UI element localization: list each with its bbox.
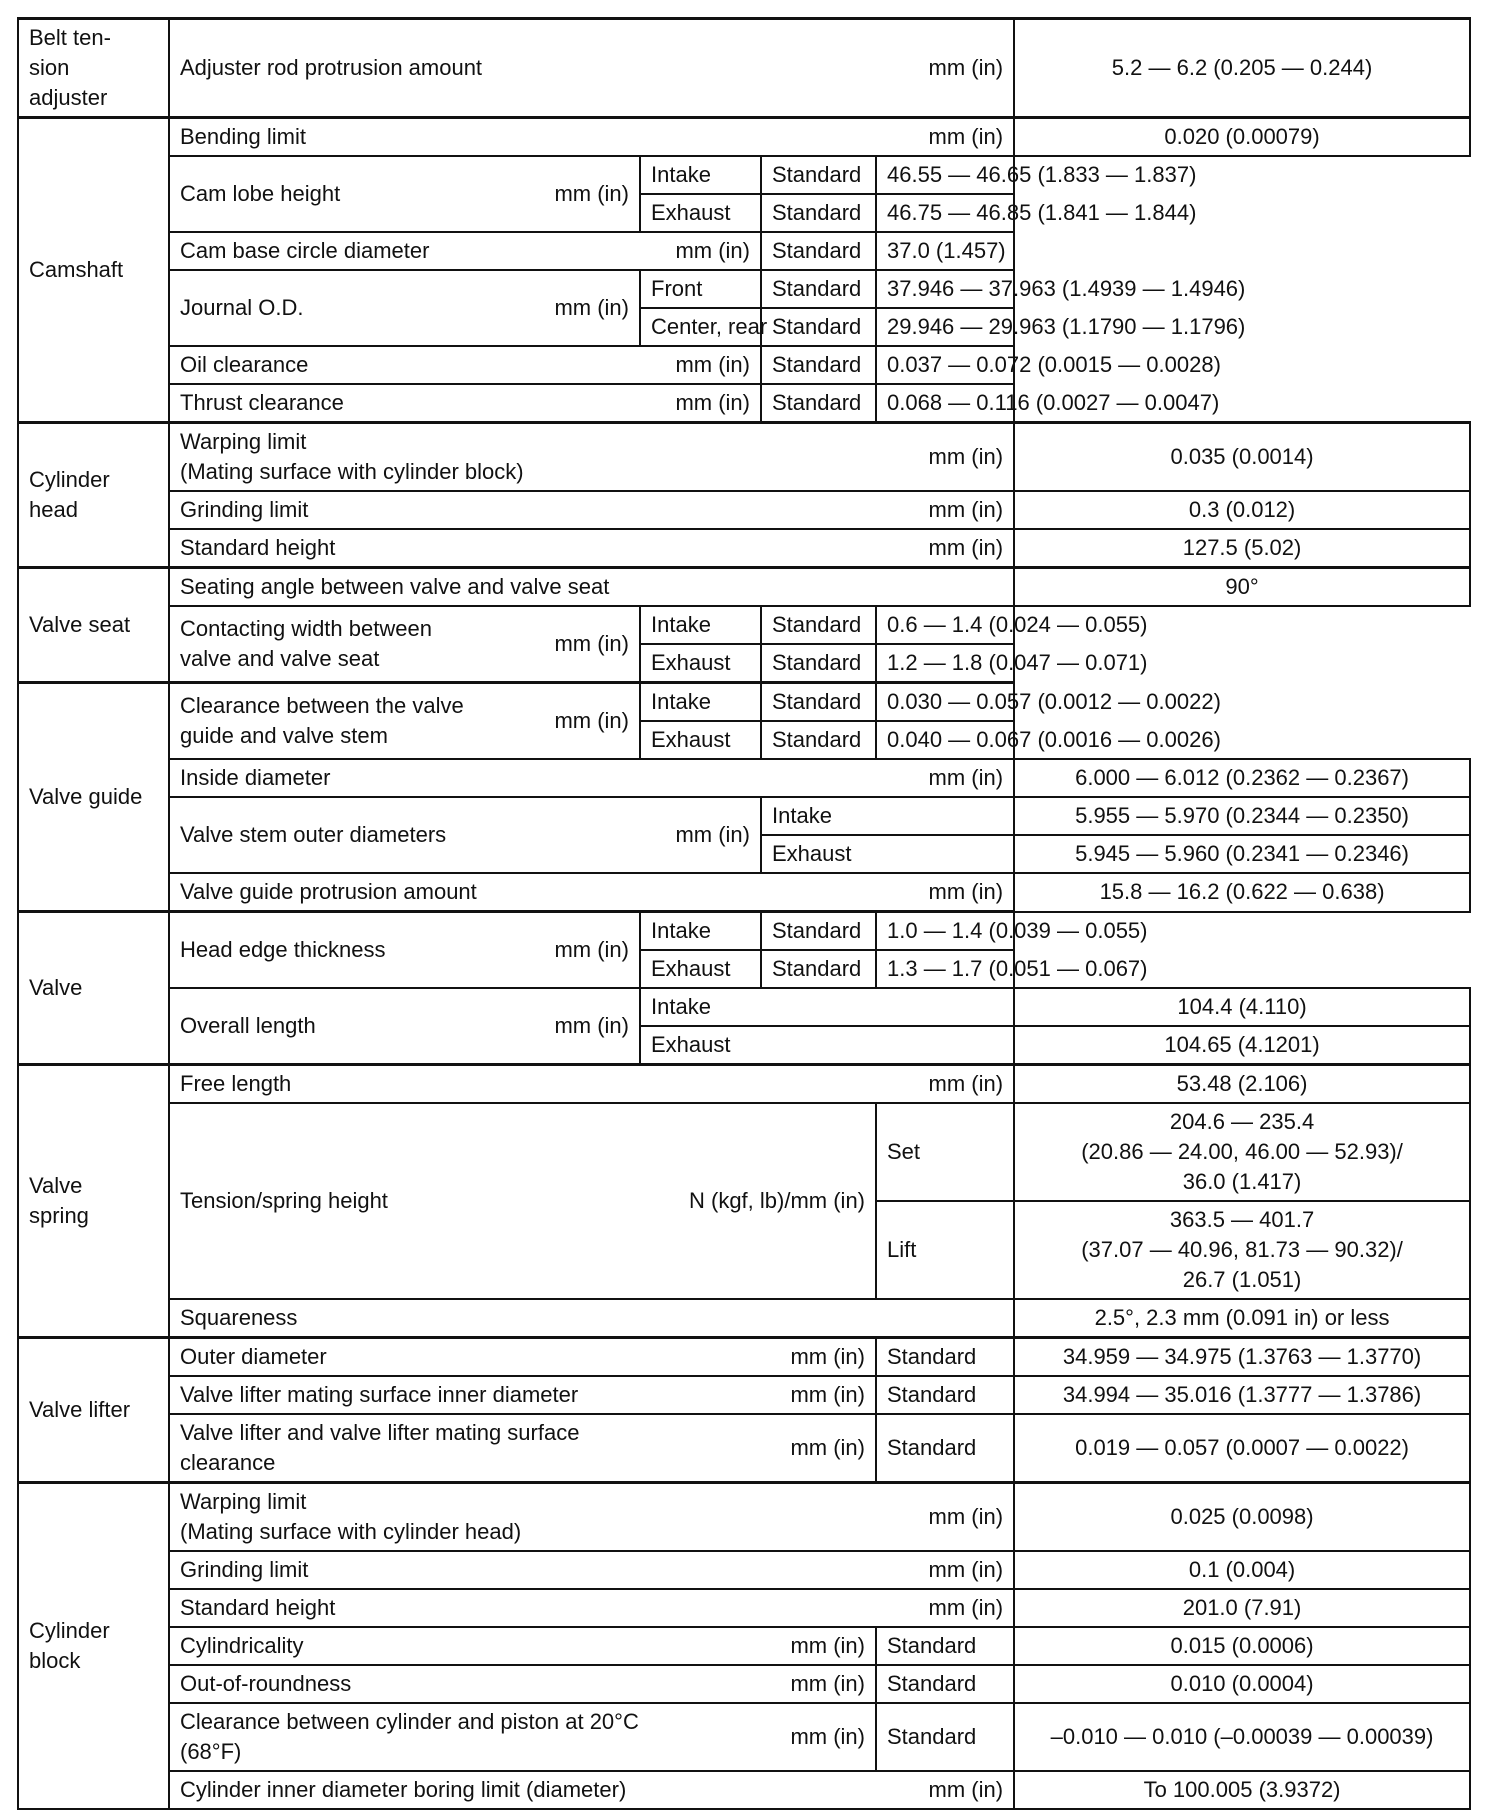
- item-cell: Clearance between the valve guide and valve stem mm (in): [169, 683, 640, 760]
- value-cell: 0.030 — 0.057 (0.0012 — 0.0022): [876, 683, 1014, 722]
- value-cell: 104.4 (4.110): [1014, 988, 1470, 1026]
- sub-cell: Intake: [640, 988, 1014, 1026]
- category-valve-guide: Valve guide: [18, 683, 169, 912]
- spec-cell: Standard: [761, 156, 876, 194]
- item-cell: Cylindricality mm (in): [169, 1627, 876, 1665]
- category-belt-tension-adjuster: Belt ten- sion adjuster: [18, 19, 169, 118]
- value-cell: 15.8 — 16.2 (0.622 — 0.638): [1014, 873, 1470, 912]
- value-cell: 204.6 — 235.4 (20.86 — 24.00, 46.00 — 52.93)/ 36.0 (1.417): [1014, 1103, 1470, 1201]
- value-cell: 1.3 — 1.7 (0.051 — 0.067): [876, 950, 1014, 988]
- sub-cell: Exhaust: [640, 1026, 1014, 1065]
- value-cell: 5.945 — 5.960 (0.2341 — 0.2346): [1014, 835, 1470, 873]
- value-cell: To 100.005 (3.9372): [1014, 1771, 1470, 1809]
- spec-cell: Standard: [761, 346, 876, 384]
- value-cell: 37.0 (1.457): [876, 232, 1014, 270]
- value-cell: 1.2 — 1.8 (0.047 — 0.071): [876, 644, 1014, 683]
- item-cell: Squareness: [169, 1299, 1014, 1338]
- spec-cell: Standard: [761, 683, 876, 722]
- item-cell: Adjuster rod protrusion amount mm (in): [169, 19, 1014, 118]
- sub-cell: Exhaust: [640, 194, 761, 232]
- value-cell: 0.040 — 0.067 (0.0016 — 0.0026): [876, 721, 1014, 759]
- sub-cell: Intake: [640, 606, 761, 644]
- value-cell: 46.55 — 46.65 (1.833 — 1.837): [876, 156, 1014, 194]
- item-cell: Warping limit (Mating surface with cylinder head) mm (in): [169, 1483, 1014, 1552]
- spec-cell: Standard: [761, 721, 876, 759]
- spec-cell: Standard: [761, 950, 876, 988]
- spec-cell: Standard: [761, 384, 876, 423]
- value-cell: 2.5°, 2.3 mm (0.091 in) or less: [1014, 1299, 1470, 1338]
- spec-cell: Standard: [876, 1627, 1014, 1665]
- category-valve-seat: Valve seat: [18, 568, 169, 683]
- value-cell: 0.020 (0.00079): [1014, 118, 1470, 157]
- sub-cell: Center, rear: [640, 308, 761, 346]
- item-cell: Free length mm (in): [169, 1065, 1014, 1104]
- item-cell: Thrust clearance mm (in): [169, 384, 761, 423]
- value-cell: 0.3 (0.012): [1014, 491, 1470, 529]
- value-cell: 0.037 — 0.072 (0.0015 — 0.0028): [876, 346, 1014, 384]
- value-cell: 34.994 — 35.016 (1.3777 — 1.3786): [1014, 1376, 1470, 1414]
- category-valve-lifter: Valve lifter: [18, 1338, 169, 1483]
- spec-cell: Standard: [761, 912, 876, 951]
- value-cell: 0.035 (0.0014): [1014, 423, 1470, 492]
- value-cell: 46.75 — 46.85 (1.841 — 1.844): [876, 194, 1014, 232]
- item-cell: Overall length mm (in): [169, 988, 640, 1065]
- value-cell: 5.2 — 6.2 (0.205 — 0.244): [1014, 19, 1470, 118]
- sub-cell: Front: [640, 270, 761, 308]
- value-cell: 0.6 — 1.4 (0.024 — 0.055): [876, 606, 1014, 644]
- item-cell: Head edge thickness mm (in): [169, 912, 640, 989]
- item-cell: Standard height mm (in): [169, 529, 1014, 568]
- item-cell: Standard height mm (in): [169, 1589, 1014, 1627]
- spec-cell: Standard: [761, 644, 876, 683]
- value-cell: 90°: [1014, 568, 1470, 607]
- value-cell: 6.000 — 6.012 (0.2362 — 0.2367): [1014, 759, 1470, 797]
- value-cell: 0.068 — 0.116 (0.0027 — 0.0047): [876, 384, 1014, 423]
- sub-cell: Intake: [640, 156, 761, 194]
- value-cell: 5.955 — 5.970 (0.2344 — 0.2350): [1014, 797, 1470, 835]
- spec-cell: Standard: [761, 308, 876, 346]
- category-camshaft: Camshaft: [18, 118, 169, 423]
- category-valve: Valve: [18, 912, 169, 1065]
- item-cell: Cylinder inner diameter boring limit (diameter) mm (in): [169, 1771, 1014, 1809]
- spec-cell: Standard: [761, 232, 876, 270]
- sub-cell: Intake: [640, 912, 761, 951]
- item-cell: Valve lifter mating surface inner diameter mm (in): [169, 1376, 876, 1414]
- item-cell: Out-of-roundness mm (in): [169, 1665, 876, 1703]
- value-cell: 0.015 (0.0006): [1014, 1627, 1470, 1665]
- spec-cell: Standard: [761, 194, 876, 232]
- item-cell: Journal O.D. mm (in): [169, 270, 640, 346]
- value-cell: 0.019 — 0.057 (0.0007 — 0.0022): [1014, 1414, 1470, 1483]
- item-cell: Bending limit mm (in): [169, 118, 1014, 157]
- item-cell: Tension/spring height N (kgf, lb)/mm (in): [169, 1103, 876, 1299]
- category-cylinder-block: Cylinder block: [18, 1483, 169, 1810]
- spec-cell: Lift: [876, 1201, 1014, 1299]
- spec-cell: Standard: [876, 1414, 1014, 1483]
- value-cell: 53.48 (2.106): [1014, 1065, 1470, 1104]
- sub-cell: Exhaust: [640, 644, 761, 683]
- value-cell: 29.946 — 29.963 (1.1790 — 1.1796): [876, 308, 1014, 346]
- value-cell: 104.65 (4.1201): [1014, 1026, 1470, 1065]
- spec-cell: Standard: [761, 270, 876, 308]
- value-cell: 127.5 (5.02): [1014, 529, 1470, 568]
- item-cell: Contacting width between valve and valve seat mm (in): [169, 606, 640, 683]
- item-cell: Valve guide protrusion amount mm (in): [169, 873, 1014, 912]
- sub-cell: Intake: [761, 797, 1014, 835]
- spec-cell: Standard: [876, 1376, 1014, 1414]
- item-cell: Inside diameter mm (in): [169, 759, 1014, 797]
- item-cell: Outer diameter mm (in): [169, 1338, 876, 1377]
- sub-cell: Exhaust: [640, 721, 761, 759]
- value-cell: 1.0 — 1.4 (0.039 — 0.055): [876, 912, 1014, 951]
- spec-cell: Standard: [761, 606, 876, 644]
- value-cell: 363.5 — 401.7 (37.07 — 40.96, 81.73 — 90.32)/ 26.7 (1.051): [1014, 1201, 1470, 1299]
- item-cell: Valve stem outer diameters mm (in): [169, 797, 761, 873]
- sub-cell: Intake: [640, 683, 761, 722]
- spec-cell: Standard: [876, 1703, 1014, 1771]
- item-cell: Grinding limit mm (in): [169, 1551, 1014, 1589]
- category-cylinder-head: Cylinder head: [18, 423, 169, 568]
- item-cell: Grinding limit mm (in): [169, 491, 1014, 529]
- value-cell: 0.1 (0.004): [1014, 1551, 1470, 1589]
- value-cell: 0.025 (0.0098): [1014, 1483, 1470, 1552]
- item-cell: Seating angle between valve and valve seat: [169, 568, 1014, 607]
- item-cell: Cam lobe height mm (in): [169, 156, 640, 232]
- specifications-table: [17, 17, 1471, 1810]
- value-cell: 201.0 (7.91): [1014, 1589, 1470, 1627]
- item-cell: Oil clearance mm (in): [169, 346, 761, 384]
- item-cell: Cam base circle diameter mm (in): [169, 232, 761, 270]
- value-cell: 34.959 — 34.975 (1.3763 — 1.3770): [1014, 1338, 1470, 1377]
- value-cell: 0.010 (0.0004): [1014, 1665, 1470, 1703]
- value-cell: 37.946 — 37.963 (1.4939 — 1.4946): [876, 270, 1014, 308]
- value-cell: –0.010 — 0.010 (–0.00039 — 0.00039): [1014, 1703, 1470, 1771]
- item-cell: Warping limit (Mating surface with cylinder block) mm (in): [169, 423, 1014, 492]
- spec-cell: Set: [876, 1103, 1014, 1201]
- spec-cell: Standard: [876, 1665, 1014, 1703]
- item-cell: Valve lifter and valve lifter mating surface clearance mm (in): [169, 1414, 876, 1483]
- category-valve-spring: Valve spring: [18, 1065, 169, 1338]
- spec-cell: Standard: [876, 1338, 1014, 1377]
- item-cell: Clearance between cylinder and piston at 20°C (68°F) mm (in): [169, 1703, 876, 1771]
- sub-cell: Exhaust: [640, 950, 761, 988]
- sub-cell: Exhaust: [761, 835, 1014, 873]
